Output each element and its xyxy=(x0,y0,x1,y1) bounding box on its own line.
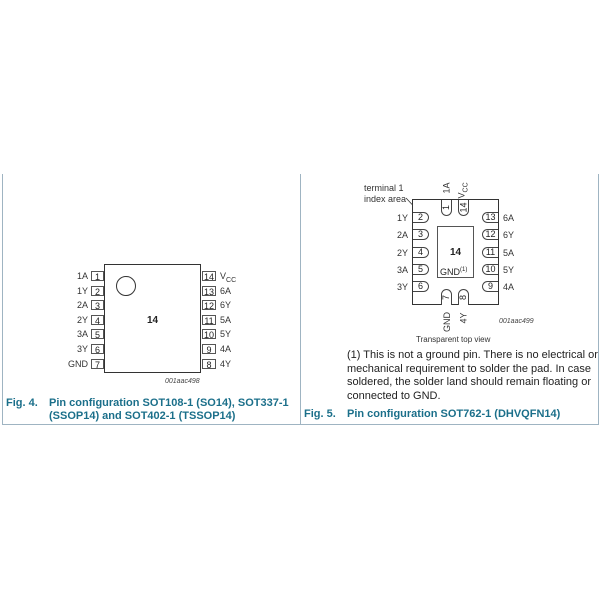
pad-footnote-ref: (1) xyxy=(460,267,468,273)
fig4-pin-label xyxy=(77,329,88,339)
fig4-pin-label xyxy=(77,344,88,354)
index-area-label-line2: index area xyxy=(364,194,407,204)
fig5-caption xyxy=(304,407,594,423)
fig5-chip-label: 14 xyxy=(449,247,462,258)
fig5-pin-label xyxy=(397,265,408,275)
fig4-pin-number-box: 7 xyxy=(91,359,104,369)
pin-name-text: 1A xyxy=(441,182,452,194)
fig5-footnote: (1) This is not a ground pin. There is no electrical or mechanical requirement to solder the pad. In case soldered, the solder land should remain floating or connected to GND. xyxy=(347,349,598,402)
pin-name-text: 6Y xyxy=(220,300,232,311)
pin-name-subscript: CC xyxy=(462,182,470,193)
fig4-pin-number-box: 10 xyxy=(203,330,214,341)
pin-name-text: V xyxy=(220,271,227,281)
fig5-pin-pad xyxy=(458,200,469,216)
pin-name-text: 3A xyxy=(76,329,88,340)
fig4-pin-label xyxy=(220,286,231,296)
pin-name-text: 2A xyxy=(76,300,88,311)
fig4-pin-label xyxy=(68,359,88,369)
fig4-pin-number-box: 9 xyxy=(202,344,216,354)
fig4-pin-number-box: 3 xyxy=(91,300,104,310)
pin-name-text: 5Y xyxy=(220,329,232,340)
fig4-pin-label xyxy=(220,329,231,339)
fig4-pin-number-box: 11 xyxy=(202,315,216,325)
pin-name-text: 5A xyxy=(220,314,232,325)
pin-name-text: 4A xyxy=(503,282,515,293)
fig5-pin-label-rotated xyxy=(442,312,452,332)
pin-name-subscript: CC xyxy=(226,276,237,284)
fig5-pin-label-rotated xyxy=(459,312,469,323)
fig5-pin-label xyxy=(503,282,514,292)
pin-name-text: 5Y xyxy=(503,264,515,275)
fig4-pin-number-box: 4 xyxy=(91,315,104,325)
pin-name-text: 2Y xyxy=(76,314,88,325)
fig5-pin-label-rotated xyxy=(457,182,472,198)
pin-name-text: 6A xyxy=(503,213,515,223)
figure-divider xyxy=(300,174,301,424)
fig5-pin-pad: 2 xyxy=(413,212,429,223)
pin-name-text: 6A xyxy=(220,285,232,296)
fig4-pin-number-box: 5 xyxy=(91,329,104,339)
fig5-pin-label xyxy=(397,230,408,240)
fig5-number: Fig. 5. xyxy=(304,408,336,420)
fig4-pin-number-box: 2 xyxy=(91,286,104,296)
fig4-pin-number-box: 1 xyxy=(91,271,104,281)
fig5-pin-label xyxy=(503,230,514,240)
fig4-pin-label xyxy=(77,286,88,296)
fig5-pin-pad: 12 xyxy=(482,229,498,240)
pin-name-text: 3Y xyxy=(396,282,408,293)
fig5-pin-number: 7 xyxy=(440,294,451,301)
pin-name-text: 1Y xyxy=(76,285,88,296)
fig4-pin-number-box: 14 xyxy=(203,272,214,282)
fig5-pin-label xyxy=(397,282,408,292)
pin-name-text: 5A xyxy=(503,247,515,258)
fig5-pin-pad: 6 xyxy=(413,281,429,292)
fig5-pin-label xyxy=(397,213,408,223)
fig4-title-line1: Pin configuration SOT108-1 (SO14), SOT337-1 xyxy=(49,397,289,409)
fig4-pin-label xyxy=(220,344,231,354)
fig5-pin-number: 1 xyxy=(440,204,451,211)
pin-name-text: 3Y xyxy=(76,344,88,354)
pin-name-text: GND xyxy=(68,358,88,369)
pin-name-text: 4Y xyxy=(220,358,232,369)
fig4-pin-label xyxy=(220,315,231,325)
fig5-pin-pad: 11 xyxy=(482,247,498,258)
fig4-pin-label xyxy=(77,271,88,281)
fig4-pin-number-box: 6 xyxy=(91,344,104,354)
fig5-pin-label xyxy=(503,213,514,223)
fig5-pin-number: 14 xyxy=(458,202,469,213)
fig5-pin-pad: 5 xyxy=(413,264,429,275)
fig5-pin-number: 8 xyxy=(457,294,468,301)
fig4-number: Fig. 4. xyxy=(6,397,38,409)
fig5-pin-pad: 13 xyxy=(482,212,498,223)
exposed-pad xyxy=(437,226,474,278)
pin-name-text: 4Y xyxy=(458,312,469,324)
pin-name-text: 2A xyxy=(396,230,408,241)
pin-name-text: 3A xyxy=(396,264,408,275)
pin-name-text: 6Y xyxy=(503,230,515,241)
fig5-pin-label xyxy=(452,313,476,323)
fig5-pin-pad xyxy=(458,289,469,305)
fig4-pin-label xyxy=(220,359,231,369)
fig5-pin-label xyxy=(397,248,408,258)
fig5-title: Pin configuration SOT762-1 (DHVQFN14) xyxy=(347,408,561,420)
fig5-pin-label xyxy=(454,183,474,198)
pin-name-text: V xyxy=(456,192,467,199)
fig5-pin-pad: 3 xyxy=(413,229,429,240)
fig5-pin-pad: 4 xyxy=(413,247,429,258)
fig5-pin-label xyxy=(503,248,514,258)
fig4-pin-label xyxy=(77,315,88,325)
fig4-pin-label xyxy=(77,300,88,310)
pin-name-text: 4A xyxy=(220,344,232,354)
fig4-pin-number-box: 12 xyxy=(203,301,214,312)
fig4-pin-number-box: 8 xyxy=(202,359,216,369)
pin-name-text: 1Y xyxy=(396,213,408,223)
fig4-pin-label xyxy=(220,271,236,286)
fig5-pin-pad xyxy=(441,200,452,216)
fig4-chip-label: 14 xyxy=(146,315,159,326)
pin-name-text: 2Y xyxy=(396,247,408,258)
fig4-drawing-id: 001aac498 xyxy=(165,378,200,385)
fig4-chip-body xyxy=(104,264,201,373)
fig5-pin-pad: 9 xyxy=(482,281,498,292)
index-area-label-line1: terminal 1 xyxy=(364,183,404,193)
fig5-pin-label xyxy=(503,265,514,275)
fig4-pin-label xyxy=(220,300,231,310)
pad-gnd-text: GND xyxy=(440,267,460,277)
fig4-pin-number-box: 13 xyxy=(203,286,214,297)
pin1-marker-circle xyxy=(116,276,136,296)
fig5-pin-pad xyxy=(441,289,452,305)
view-label: Transparent top view xyxy=(416,335,491,344)
fig5-pin-pad: 10 xyxy=(482,264,498,275)
fig5-pin-label-rotated xyxy=(442,182,452,193)
pin-name-text: 1A xyxy=(76,271,88,281)
fig4-caption xyxy=(6,396,296,426)
exposed-pad-label xyxy=(440,267,467,277)
fig4-title-line2: (SSOP14) and SOT402-1 (TSSOP14) xyxy=(49,410,236,422)
fig5-drawing-id: 001aac499 xyxy=(499,318,534,325)
pin-name-text: GND xyxy=(442,312,452,332)
